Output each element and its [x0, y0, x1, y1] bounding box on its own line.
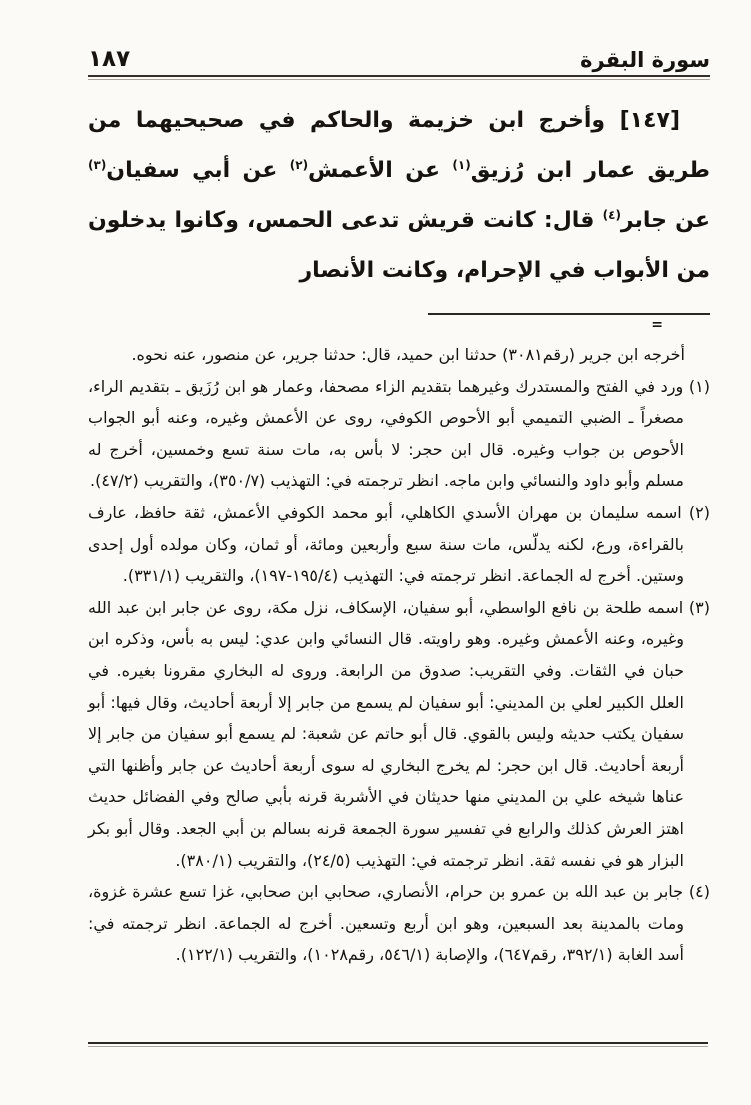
- footnote-text: اسمه سليمان بن مهران الأسدي الكاهلي، أبو محمد الكوفي الأعمش، ثقة حافظ، عارف بالقراءة، ورع، لكنه يدلّس، مات سنة سبع وأربعين ومائة، أو ثمان، وكان مولده أول إحدى وستين. أخرج له الجماعة. انظر ترجمته في: التهذيب (١٩٥/٤-١٩٧)، والتقريب (٣٣١/١).: [88, 502, 684, 586]
- footnote-number: (٢): [688, 502, 710, 522]
- footnote-item-2: [88, 497, 710, 592]
- main-text-segment: عن أبي سفيان: [106, 158, 290, 183]
- header-rule: [88, 75, 710, 80]
- footnote-ref-4: (٤): [602, 208, 621, 222]
- main-text-segment: [١٤٧] وأخرج ابن خزيمة والحاكم في صحيحيهما من طريق عمار ابن رُزيق: [88, 108, 710, 183]
- footnote-ref-2: (٢): [289, 158, 309, 172]
- header-title: سورة البقرة: [580, 48, 710, 72]
- footnote-number: (٣): [688, 597, 710, 617]
- footnote-number: (١): [688, 376, 710, 396]
- footnotes-section: [88, 313, 710, 971]
- page-number: ١٨٧: [88, 46, 131, 72]
- footnote-ref-3: (٣): [88, 158, 107, 172]
- footnote-ref-1: (١): [452, 158, 471, 172]
- footnote-continuation-mark: =: [651, 317, 663, 333]
- main-text-segment: قال: كانت قريش تدعى الحمس، وكانوا يدخلون من الأبواب في الإحرام، وكانت الأنصار: [88, 208, 710, 283]
- page-header: [88, 46, 710, 72]
- footnote-item-1: [88, 371, 710, 497]
- footnote-item-3: [88, 592, 710, 876]
- footnote-continuation: أخرجه ابن جرير (رقم٣٠٨١) حدثنا ابن حميد، قال: حدثنا جرير، عن منصور، عنه نحوه.: [131, 345, 685, 364]
- footnote-item-4: [88, 876, 710, 971]
- main-text-segment: عن جابر: [620, 208, 710, 233]
- footnote-separator: [428, 313, 710, 315]
- footnote-text: ورد في الفتح والمستدرك وغيرهما بتقديم الزاء مصحفا، وعمار هو ابن رُزَيق ـ بتقديم الراء، مصغراً ـ الضبي التميمي أبو الأحوص الكوفي، روى عن الأعمش وغيره، وعنه أبو الجواب الأحوص بن جواب وغيره. قال ابن حجر: لا بأس به، مات سنة تسع وخمسين، أخرج له مسلم وأبو داود والنسائي وابن ماجه. انظر ترجمته في: التهذيب (٣٥٠/٧)، والتقريب (٤٧/٢).: [88, 376, 684, 491]
- footnote-text: اسمه طلحة بن نافع الواسطي، أبو سفيان، الإسكاف، نزل مكة، روى عن جابر ابن عبد الله وغيره، وعنه الأعمش وغيره. وهو راويته. قال النسائي وابن عدي: ليس به بأس، وذكره ابن حبان في الثقات. وفي التقريب: صدوق من الرابعة. وروى له البخاري مقرونا بغيره. في العلل الكبير لعلي بن المديني: أبو سفيان لم يسمع من جابر إلا أربعة أحاديث، وقال فيها: أبو سفيان يكتب حديثه وليس بالقوي. قال أبو حاتم عن شعبة: لم يسمع أبو سفيان من جابر إلا أربعة أحاديث. قال ابن حجر: لم يخرج البخاري له سوى أربعة أحاديث عن جابر وأظنها التي عناها شيخه علي بن المديني منها حديثان في الأشربة قرنه بأبي صالح وفي الفضائل حديث اهتز العرش كذلك والرابع في تفسير سورة الجمعة قرنه بسالم بن أبي الجعد. وقال أبو بكر البزار هو في نفسه ثقة. انظر ترجمته في: التهذيب (٢٤/٥)، والتقريب (٣٨٠/١).: [88, 597, 684, 870]
- main-paragraph: [88, 96, 710, 296]
- main-text-segment: عن الأعمش: [308, 158, 453, 183]
- footnote-number: (٤): [688, 882, 710, 902]
- footnote-text: جابر بن عبد الله بن عمرو بن حرام، الأنصاري، صحابي ابن صحابي، غزا تسع عشرة غزوة، ومات بالمدينة بعد السبعين، وهو ابن أربع وتسعين. أخرج له الجماعة. انظر ترجمته في: أسد الغابة (٣٩٢/١، رقم٦٤٧)، والإصابة (٥٤٦/١، رقم١٠٢٨)، والتقريب (١٢٢/١).: [88, 882, 684, 965]
- bottom-rule: [88, 1042, 708, 1047]
